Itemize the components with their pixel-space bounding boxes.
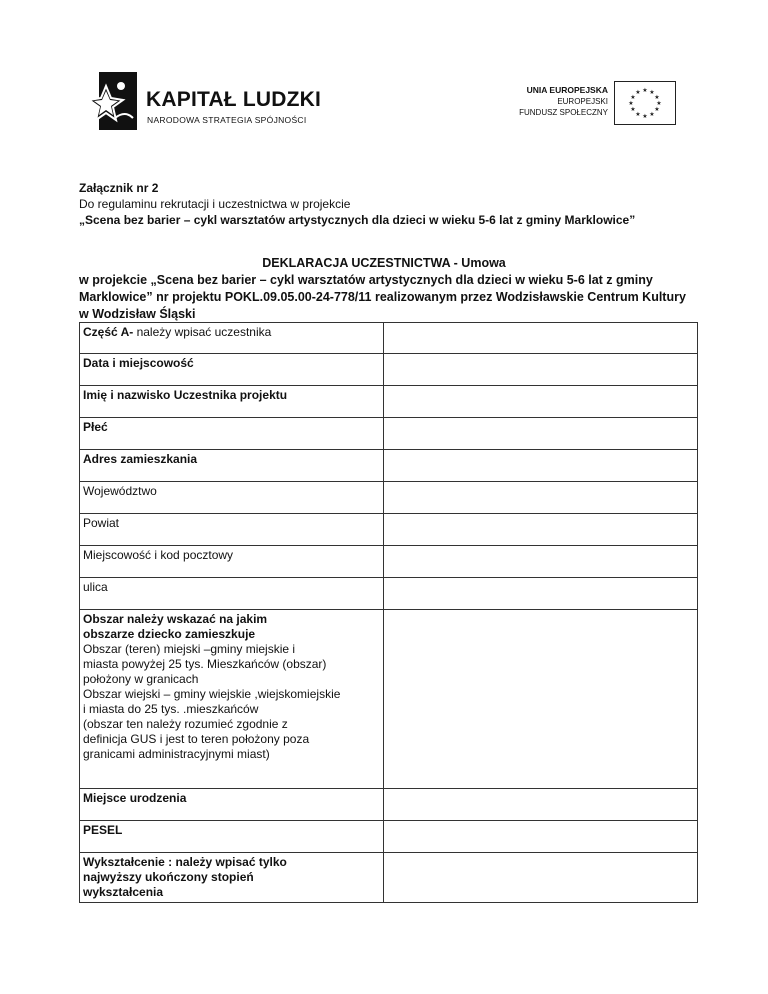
attachment-number: Załącznik nr 2: [79, 181, 159, 195]
county-field[interactable]: [384, 514, 698, 546]
voivodeship-label: Województwo: [80, 482, 384, 514]
table-row: [80, 482, 698, 514]
county-label: Powiat: [80, 514, 384, 546]
svg-text:★: ★: [635, 111, 641, 118]
eu-flag-icon: [614, 81, 676, 125]
table-row: [80, 546, 698, 578]
area-field[interactable]: [384, 610, 698, 789]
part-a-rest: należy wpisać uczestnika: [133, 325, 272, 339]
sex-field[interactable]: [384, 418, 698, 450]
svg-text:★: ★: [642, 87, 648, 94]
svg-text:★: ★: [649, 89, 655, 96]
area-label: [80, 610, 384, 789]
attachment-reference: Do regulaminu rekrutacji i uczestnictwa w projekcie: [79, 197, 351, 211]
participant-name-field[interactable]: [384, 386, 698, 418]
pesel-field[interactable]: [384, 821, 698, 853]
area-line-4: Obszar wiejski – gminy wiejskie ,wiejskomiejskie: [83, 687, 341, 701]
area-line-2: miasta powyżej 25 tys. Mieszkańców (obszar): [83, 657, 327, 671]
education-label: [80, 853, 384, 903]
table-row: [80, 386, 698, 418]
birthplace-label: Miejsce urodzenia: [80, 789, 384, 821]
svg-text:★: ★: [642, 113, 648, 120]
table-row: [80, 789, 698, 821]
address-label: Adres zamieszkania: [80, 450, 384, 482]
table-row: [80, 821, 698, 853]
area-title-1: Obszar należy wskazać na jakim: [83, 612, 268, 626]
logo-subtitle: NARODOWA STRATEGIA SPÓJNOŚCI: [147, 115, 307, 125]
svg-text:★: ★: [630, 106, 636, 113]
kapital-ludzki-emblem-icon: [87, 70, 139, 132]
date-place-field[interactable]: [384, 354, 698, 386]
table-row: [80, 354, 698, 386]
table-row: [80, 578, 698, 610]
svg-text:★: ★: [628, 100, 634, 107]
area-line-1: Obszar (teren) miejski –gminy miejskie i: [83, 642, 296, 656]
area-line-8: granicami administracyjnymi miast): [83, 747, 270, 761]
part-a-label: [80, 323, 384, 354]
education-field[interactable]: [384, 853, 698, 903]
eu-line2: EUROPEJSKI: [557, 97, 608, 106]
attachment-intro: [79, 180, 719, 228]
eu-line3: FUNDUSZ SPOŁECZNY: [519, 108, 608, 117]
birthplace-field[interactable]: [384, 789, 698, 821]
part-a-bold: Część A-: [83, 325, 134, 339]
pesel-label: PESEL: [80, 821, 384, 853]
eu-line1: UNIA EUROPEJSKA: [526, 85, 608, 95]
sex-label: Płeć: [80, 418, 384, 450]
city-zip-label: Miejscowość i kod pocztowy: [80, 546, 384, 578]
area-line-7: definicja GUS i jest to teren położony poza: [83, 732, 310, 746]
education-line-3: wykształcenia: [83, 885, 164, 899]
svg-text:★: ★: [630, 94, 636, 101]
area-line-6: (obszar ten należy rozumieć zgodnie z: [83, 717, 288, 731]
education-line-1: Wykształcenie : należy wpisać tylko: [83, 855, 287, 869]
project-name: „Scena bez barier – cykl warsztatów artystycznych dla dzieci w wieku 5-6 lat z gminy Marklowice”: [79, 213, 636, 227]
street-field[interactable]: [384, 578, 698, 610]
participant-name-label: Imię i nazwisko Uczestnika projektu: [80, 386, 384, 418]
voivodeship-field[interactable]: [384, 482, 698, 514]
declaration-body: w projekcie „Scena bez barier – cykl warsztatów artystycznych dla dzieci w wieku 5-6 lat z gminy Marklowice” nr projektu POKL.09.05.00-24-778/11 realizowanym przez Wodzisławskie Centrum Kultury w Wodzisław Śląski: [79, 273, 686, 321]
city-zip-field[interactable]: [384, 546, 698, 578]
area-title-2: obszarze dziecko zamieszkuje: [83, 627, 256, 641]
svg-text:★: ★: [656, 100, 662, 107]
eu-fund-label: [500, 85, 608, 118]
area-line-3: położony w granicach: [83, 672, 199, 686]
table-row: [80, 610, 698, 789]
svg-text:★: ★: [649, 111, 655, 118]
table-row: [80, 418, 698, 450]
kapital-ludzki-logo: [87, 70, 322, 134]
participant-form-table: [79, 322, 698, 903]
table-row: [80, 514, 698, 546]
svg-text:★: ★: [635, 89, 641, 96]
street-label: ulica: [80, 578, 384, 610]
svg-text:★: ★: [654, 106, 660, 113]
area-line-5: i miasta do 25 tys. .mieszkańców: [83, 702, 259, 716]
table-row: [80, 323, 698, 354]
table-row: [80, 853, 698, 903]
education-line-2: najwyższy ukończony stopień: [83, 870, 254, 884]
date-place-label: Data i miejscowość: [80, 354, 384, 386]
svg-text:★: ★: [654, 94, 660, 101]
logo-title: KAPITAŁ LUDZKI: [146, 88, 322, 111]
declaration-title: DEKLARACJA UCZESTNICTWA - Umowa: [262, 256, 506, 270]
table-row: [80, 450, 698, 482]
address-field[interactable]: [384, 450, 698, 482]
part-a-field[interactable]: [384, 323, 698, 354]
